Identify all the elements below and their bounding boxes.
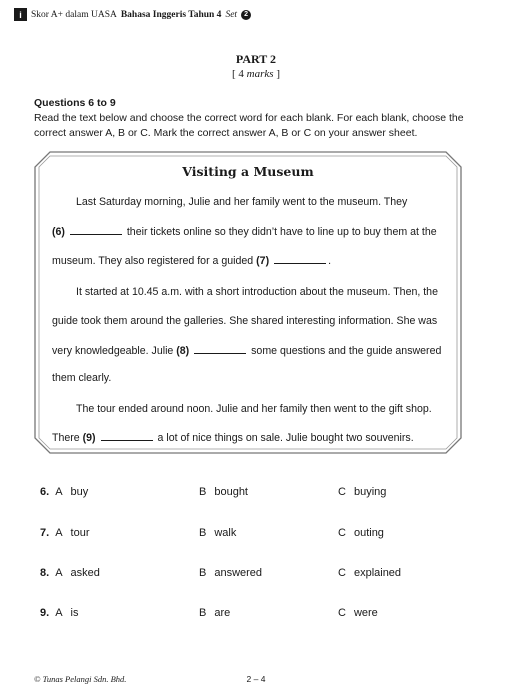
page-number: 2 – 4 <box>246 674 266 684</box>
option-9-c[interactable]: C were <box>338 607 378 619</box>
option-7-c[interactable]: C outing <box>338 527 384 539</box>
passage-line-9: There (9) a lot of nice things on sale. Julie bought two souvenirs. <box>52 432 414 444</box>
passage-line-8: The tour ended around noon. Julie and her family then went to the gift shop. <box>76 403 432 415</box>
blank-9 <box>101 431 153 441</box>
subject-title: Bahasa Inggeris Tahun 4 <box>120 9 222 20</box>
blank-number-6: (6) <box>52 226 65 238</box>
book-title: Skor A+ dalam UASA <box>31 9 117 20</box>
option-9-b[interactable]: B are <box>199 607 231 619</box>
option-9-a[interactable]: 9. A is <box>40 607 79 619</box>
blank-number-8: (8) <box>176 345 190 357</box>
passage-line-3: museum. They also registered for a guided (7) . <box>52 255 332 267</box>
copyright-text: © Tunas Pelangi Sdn. Bhd. <box>34 674 127 684</box>
option-7-a[interactable]: 7. A tour <box>40 527 90 539</box>
option-6-b[interactable]: B bought <box>199 486 248 498</box>
passage-line-6: very knowledgeable. Julie (8) some questions and the guide answered <box>52 345 442 357</box>
publisher-logo-icon: i <box>14 8 27 21</box>
part-title: PART 2 <box>235 52 277 66</box>
passage-line-2: (6) their tickets online so they didn’t have to line up to buy them at the <box>52 226 437 238</box>
option-6-a[interactable]: 6. A buy <box>40 486 89 498</box>
page-header <box>14 8 251 21</box>
blank-number-7: (7) <box>256 255 270 267</box>
blank-6 <box>70 225 122 235</box>
passage-line-7: them clearly. <box>52 372 112 384</box>
passage-line-1: Last Saturday morning, Julie and her family went to the museum. They <box>76 196 408 208</box>
questions-heading: Questions 6 to 9 <box>34 97 116 109</box>
option-8-b[interactable]: B answered <box>199 567 263 579</box>
passage-title: Visiting a Museum <box>182 164 314 179</box>
option-7-b[interactable]: B walk <box>199 527 237 539</box>
set-number-badge: 2 <box>241 10 251 20</box>
passage-line-5: guide took them around the galleries. She shared interesting information. She was <box>52 315 438 327</box>
passage-box <box>34 151 462 454</box>
blank-number-9: (9) <box>82 432 96 444</box>
blank-7 <box>274 254 326 264</box>
passage-line-4: It started at 10.45 a.m. with a short introduction about the museum. Then, the <box>76 286 438 298</box>
set-label: Set <box>225 9 238 20</box>
option-8-a[interactable]: 8. A asked <box>40 567 100 579</box>
option-6-c[interactable]: C buying <box>338 486 387 498</box>
blank-8 <box>194 344 246 354</box>
option-8-c[interactable]: C explained <box>338 567 402 579</box>
instructions-text: Read the text below and choose the correct word for each blank. For each blank, choose the correct answer A, B or C. Mark the correct answer A, B or C on your answer sheet. <box>34 112 464 139</box>
marks-label: [ 4 marks ] <box>232 68 280 80</box>
